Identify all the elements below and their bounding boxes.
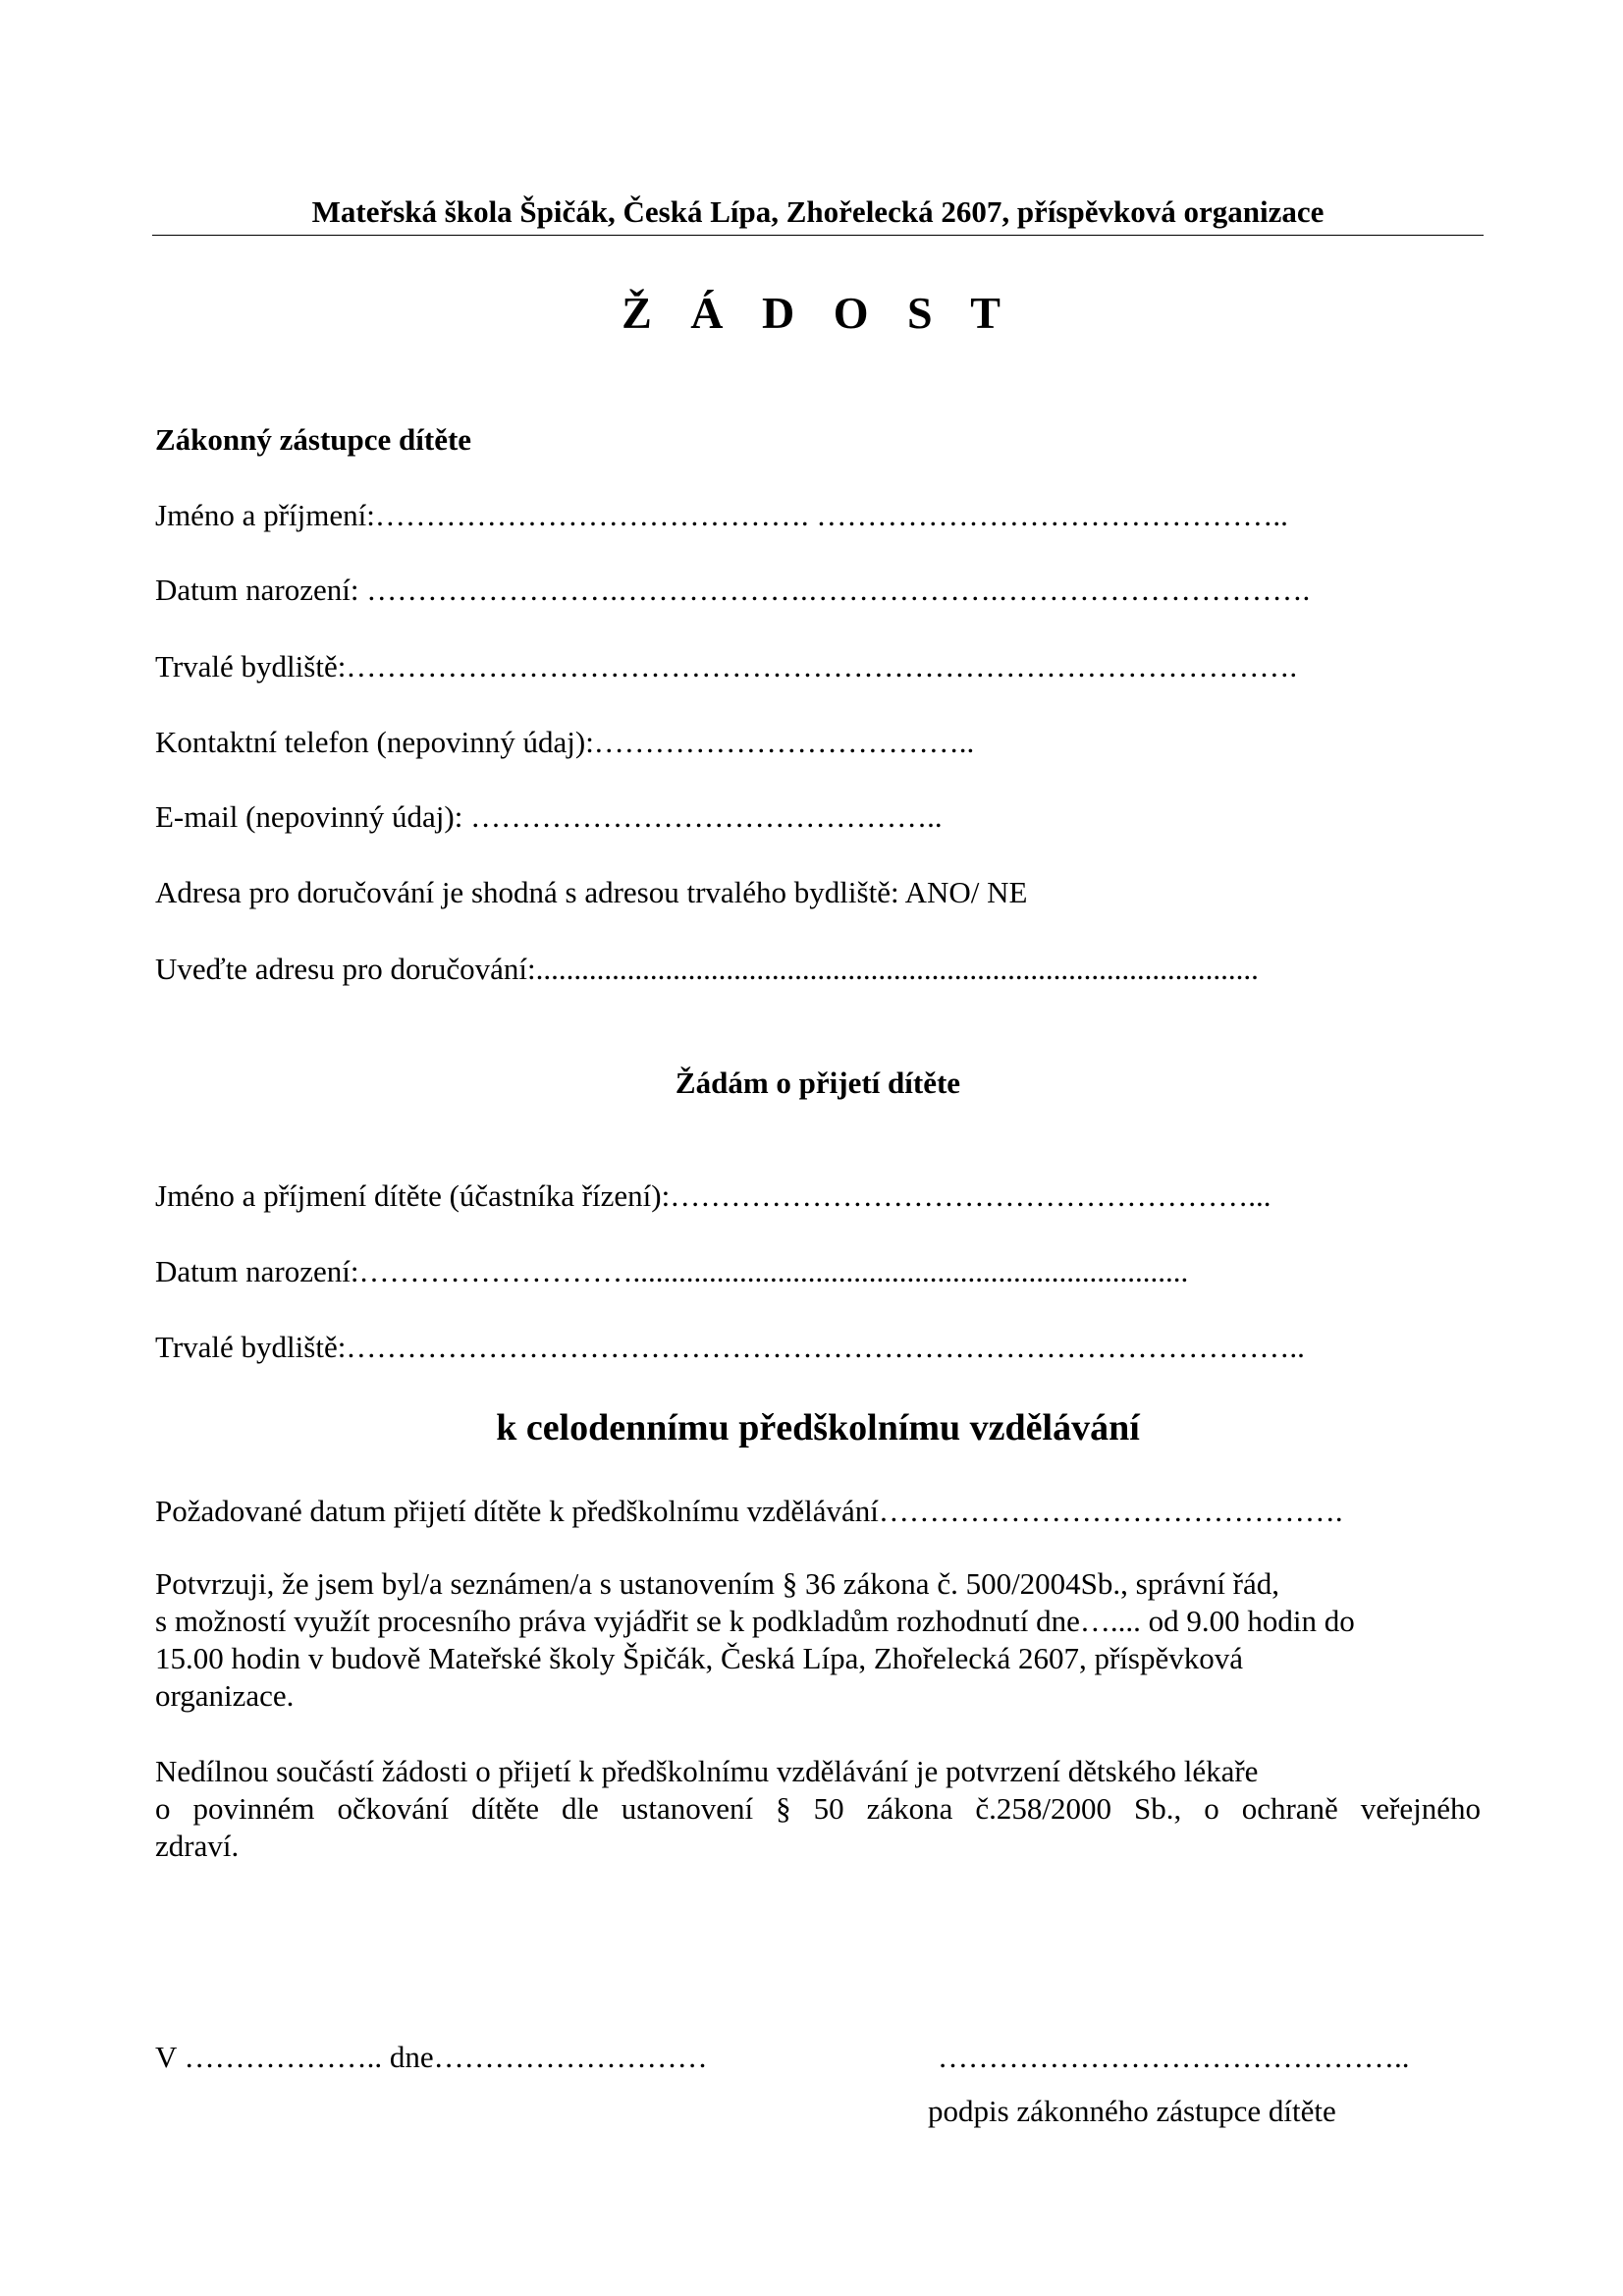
confirmation-paragraph (155, 1565, 1481, 1715)
delivery-address-field: Uveďte adresu pro doručování:............................................................................................... (155, 952, 1259, 986)
place-date-field: V ……………….. dne……………………… (155, 2040, 708, 2074)
vaccination-line: zdraví. (155, 1829, 240, 1863)
confirmation-line: organizace. (155, 1678, 295, 1713)
delivery-address-same-field: Adresa pro doručování je shodná s adresou trvalého bydliště: ANO/ NE (155, 875, 1028, 909)
child-residence-field: Trvalé bydliště:………………………………………………………………………………….. (155, 1330, 1305, 1364)
confirmation-line: 15.00 hodin v budově Mateřské školy Špičák, Česká Lípa, Zhořelecká 2607, příspěvková (155, 1641, 1244, 1675)
child-section-heading: Žádám o přijetí dítěte (675, 1066, 961, 1100)
institution-header: Mateřská škola Špičák, Česká Lípa, Zhořelecká 2607, příspěvková organizace (311, 194, 1325, 229)
education-heading: k celodennímu předškolnímu vzdělávání (496, 1407, 1140, 1449)
signature-caption: podpis zákonného zástupce dítěte (928, 2094, 1336, 2128)
child-name-field: Jméno a příjmení dítěte (účastníka řízení):…………………………………………………... (155, 1178, 1271, 1213)
vaccination-line: o povinném očkování dítěte dle ustanovení § 50 zákona č.258/2000 Sb., o ochraně veřejného (155, 1791, 1481, 1826)
guardian-birthdate-field: Datum narození: …………………….……………….……………….…………………………. (155, 573, 1311, 607)
guardian-residence-field: Trvalé bydliště:…………………………………………………………………………………. (155, 649, 1298, 683)
confirmation-line: Potvrzuji, že jsem byl/a seznámen/a s ustanovením § 36 zákona č. 500/2004Sb., správní řád, (155, 1566, 1280, 1601)
vaccination-line: Nedílnou součástí žádosti o přijetí k předškolnímu vzdělávání je potvrzení dětského lékaře (155, 1754, 1259, 1788)
guardian-name-field: Jméno a příjmení:……………………………………. ……………………………………….. (155, 498, 1288, 532)
confirmation-line: s možností využít procesního práva vyjádřit se k podkladům rozhodnutí dne….... od 9.00 hodin do (155, 1604, 1355, 1638)
vaccination-paragraph (155, 1753, 1481, 1865)
requested-date-field: Požadované datum přijetí dítěte k předškolnímu vzdělávání………………………………………. (155, 1494, 1343, 1528)
child-birthdate-field: Datum narození:………………………......................................................................... (155, 1254, 1189, 1288)
guardian-email-field: E-mail (nepovinný údaj): ……………………………………….. (155, 799, 943, 834)
header-underline (152, 235, 1484, 236)
guardian-section-heading: Zákonný zástupce dítěte (155, 422, 472, 457)
guardian-phone-field: Kontaktní telefon (nepovinný údaj):……………………………….. (155, 725, 975, 759)
document-title: Ž Á D O S T (622, 288, 1014, 338)
signature-line: ……………………………………….. (938, 2040, 1410, 2074)
